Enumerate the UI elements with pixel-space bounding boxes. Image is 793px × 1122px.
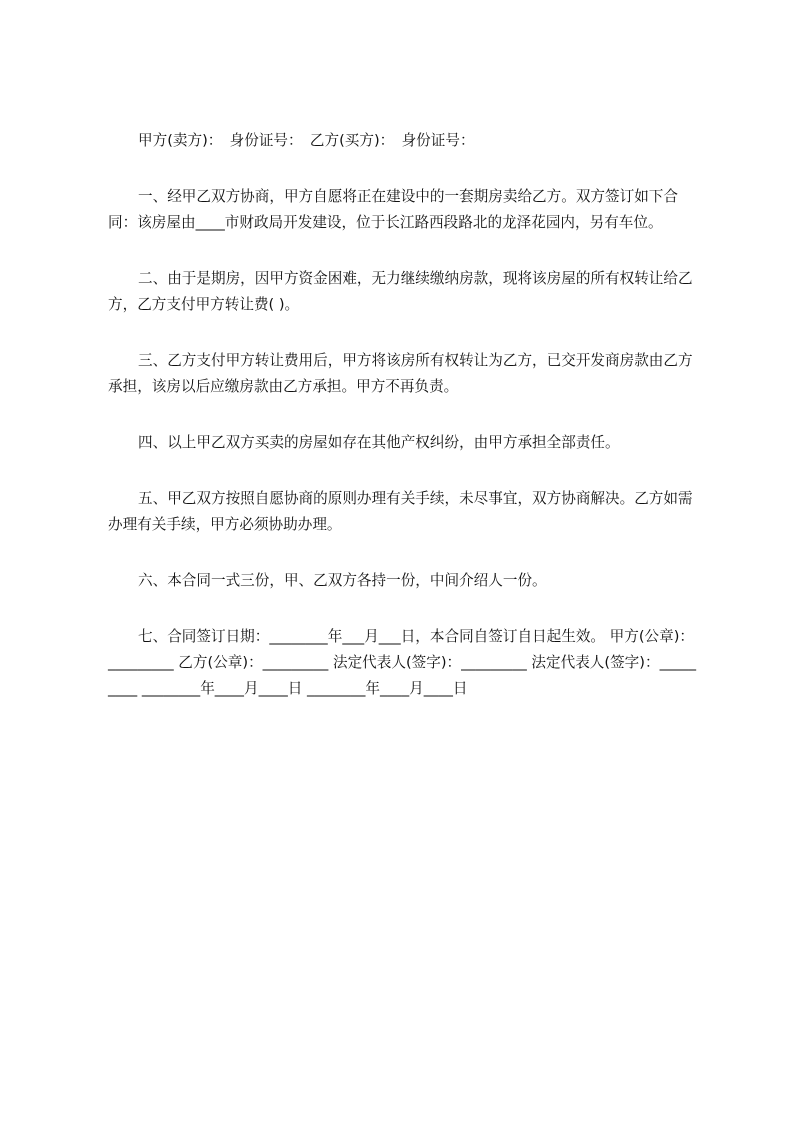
spacer — [108, 318, 700, 348]
clause-4: 四、以上甲乙双方买卖的房屋如存在其他产权纠纷，由甲方承担全部责任。 — [138, 434, 620, 451]
parties-line: 甲方(卖方)： 身份证号： 乙方(买方)： 身份证号： — [138, 132, 475, 149]
spacer — [108, 594, 700, 624]
spacer — [108, 154, 700, 184]
clause-6: 六、本合同一式三份，甲、乙双方各持一份，中间介绍人一份。 — [138, 572, 547, 589]
spacer — [108, 456, 700, 486]
clause-5: 五、甲乙双方按照自愿协商的原则办理有关手续，未尽事宜，双方协商解决。乙方如需办理有关手续，甲方必须协助办理。 — [108, 490, 693, 533]
spacer — [108, 538, 700, 568]
clause-3: 三、乙方支付甲方转让费用后，甲方将该房所有权转让为乙方，已交开发商房款由乙方承担，该房以后应缴房款由乙方承担。甲方不再负责。 — [108, 352, 693, 395]
spacer — [108, 400, 700, 430]
spacer — [108, 236, 700, 266]
clause-2: 二、由于是期房，因甲方资金困难，无力继续缴纳房款，现将该房屋的所有权转让给乙方，乙方支付甲方转让费( )。 — [108, 270, 693, 313]
clause-1: 一、经甲乙双方协商，甲方自愿将正在建设中的一套期房卖给乙方。双方签订如下合同：该房屋由____市财政局开发建设，位于长江路西段路北的龙泽花园内，另有车位。 — [108, 188, 678, 231]
clause-7-signatures: 七、合同签订日期：________年___月___日，本合同自签订自日起生效。 甲方(公章)：_________ 乙方(公章)：_________ 法定代表人(签字)：_________ 法定代表人(签字)：_________ ________年____月____日 ________年____月____日 — [108, 628, 697, 697]
contract-document — [108, 128, 700, 702]
